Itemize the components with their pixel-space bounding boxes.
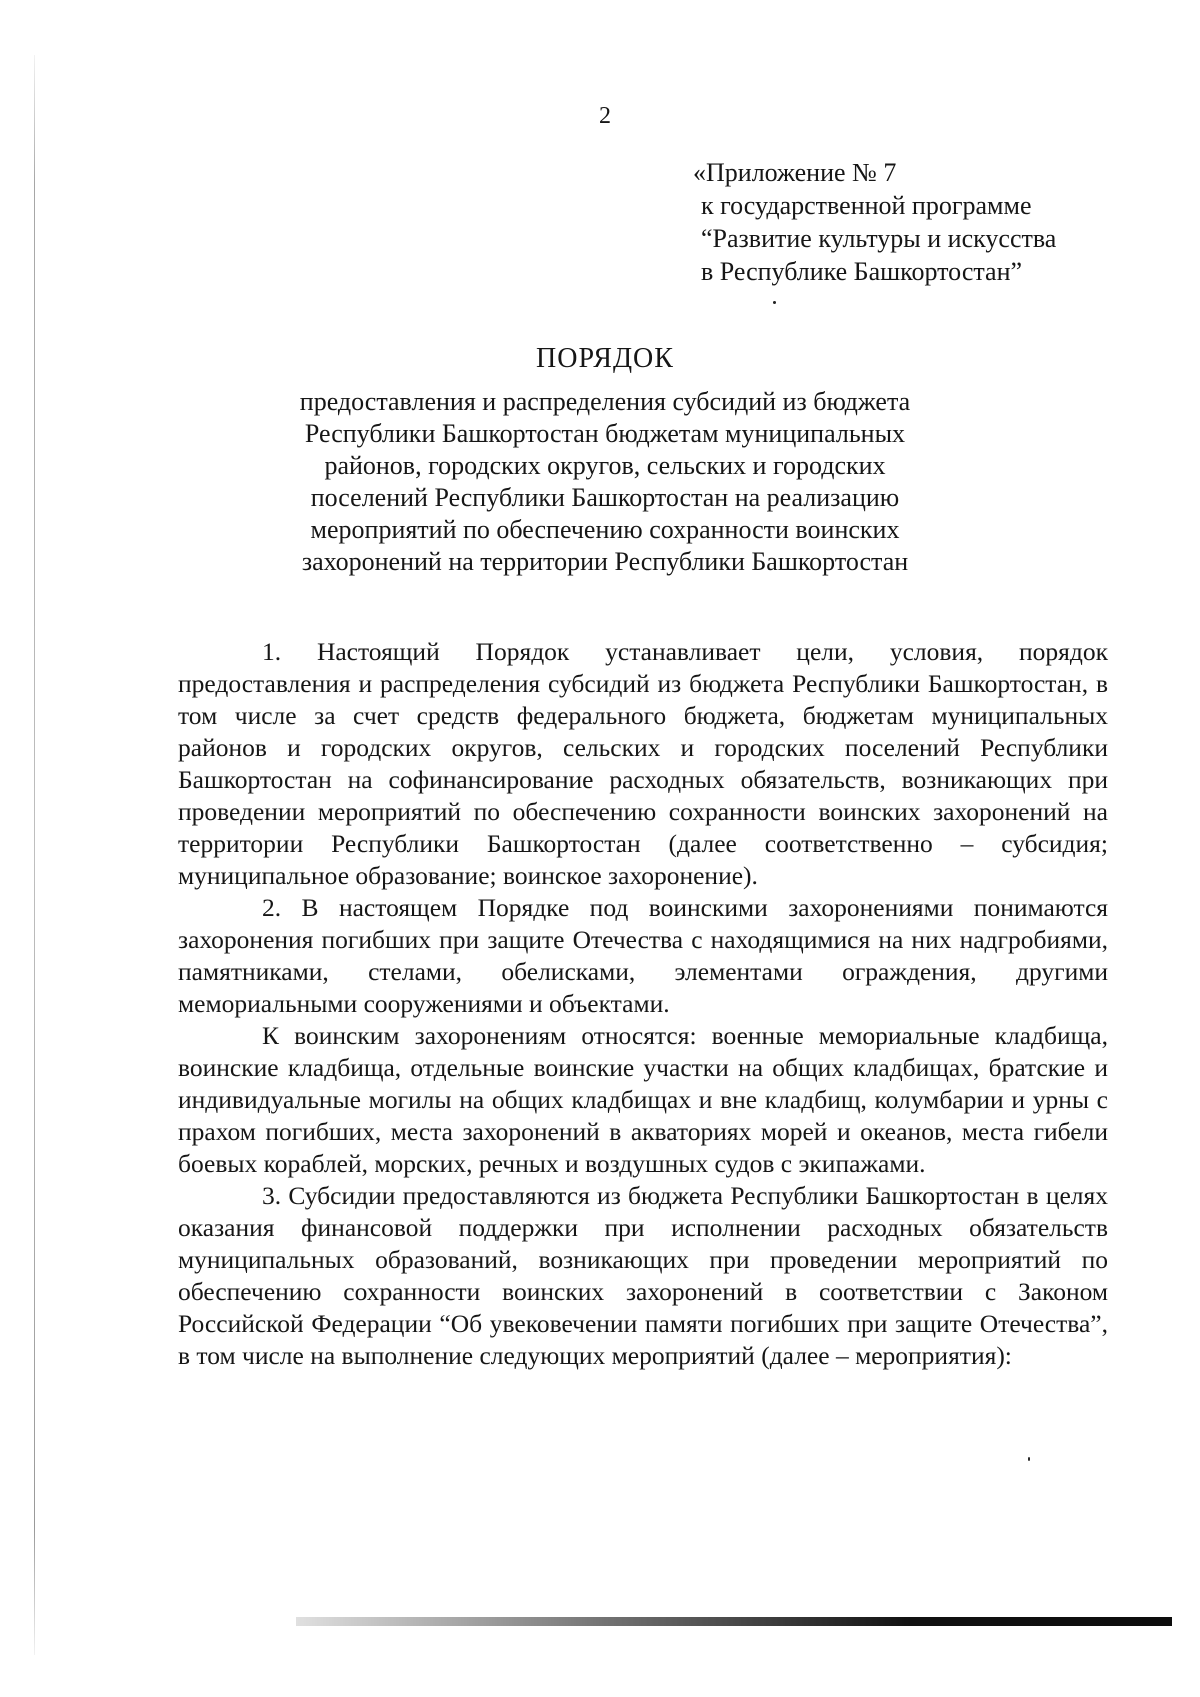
paragraph-2-continued: К воинским захоронениям относятся: военные мемориальные кладбища, воинские кладбища, отдельные воинские участки на общих кладбищах, братские и индивидуальные могилы на общих кладбищах и вне кладбищ, колумбарии и урны с прахом погибших, места захоронений в акваториях морей и океанов, места гибели боевых кораблей, морских, речных и воздушных судов с экипажами. — [178, 1021, 1108, 1178]
subtitle-line: захоронений на территории Республики Башкортостан — [301, 547, 909, 576]
document-title: ПОРЯДОК — [536, 343, 674, 374]
appendix-line: «Приложение № 7 — [693, 158, 897, 187]
paragraph-3: 3. Субсидии предоставляются из бюджета Республики Башкортостан в целях оказания финансовой поддержки при исполнении расходных обязательств муниципальных образований, возникающих при проведении мероприятий по обеспечению сохранности воинских захоронений в соответствии с Законом Российской Федерации “Об увековечении памяти погибших при защите Отечества”, в том числе на выполнение следующих мероприятий (далее – мероприятия): — [178, 1181, 1108, 1370]
scan-speck — [1028, 1457, 1030, 1461]
subtitle-line: районов, городских округов, сельских и городских — [324, 451, 886, 480]
appendix-line: “Развитие культуры и искусства — [701, 224, 1057, 253]
subtitle-line: предоставления и распределения субсидий из бюджета — [299, 387, 911, 416]
scan-left-edge-line — [34, 55, 35, 1655]
document-subtitle — [0, 386, 1200, 578]
paragraph-2: 2. В настоящем Порядке под воинскими захоронениями понимаются захоронения погибших при защите Отечества с находящимися на них надгробиями, памятниками, стелами, обелисками, элементами ограждения, другими мемориальными сооружениями и объектами. — [178, 893, 1108, 1018]
subtitle-line: мероприятий по обеспечению сохранности воинских — [310, 515, 900, 544]
appendix-block — [693, 156, 1057, 288]
scan-speck — [773, 301, 776, 304]
scan-bottom-edge-line — [296, 1617, 1172, 1626]
subtitle-line: Республики Башкортостан бюджетам муниципальных — [304, 419, 906, 448]
appendix-line: к государственной программе — [701, 191, 1032, 220]
appendix-line: в Республике Башкортостан” — [701, 257, 1023, 286]
paragraph-1: 1. Настоящий Порядок устанавливает цели, условия, порядок предоставления и распределения субсидий из бюджета Республики Башкортостан, в том числе за счет средств федерального бюджета, бюджетам муниципальных районов и городских округов, сельских и городских поселений Республики Башкортостан на софинансирование расходных обязательств, возникающих при проведении мероприятий по обеспечению сохранности воинских захоронений на территории Республики Башкортостан (далее соответственно – субсидия; муниципальное образование; воинское захоронение). — [178, 637, 1108, 890]
page-number: 2 — [599, 103, 611, 129]
subtitle-line: поселений Республики Башкортостан на реализацию — [310, 483, 900, 512]
document-body — [178, 636, 1108, 1372]
